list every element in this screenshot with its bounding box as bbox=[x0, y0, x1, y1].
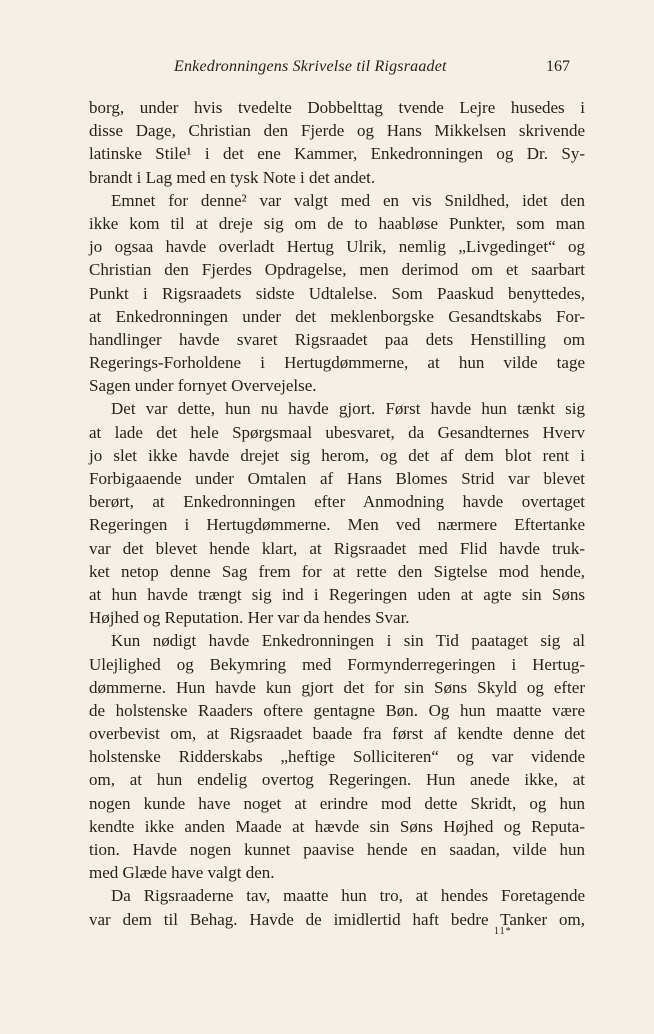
page-number: 167 bbox=[546, 58, 570, 75]
text-line: disse Dage, Christian den Fjerde og Hans Mikkelsen skrivende bbox=[89, 121, 585, 141]
text-line: latinske Stile¹ i det ene Kammer, Enkedronningen og Dr. Sy- bbox=[89, 144, 585, 164]
text-line: brandt i Lag med en tysk Note i det andet. bbox=[89, 167, 376, 187]
text-line: Punkt i Rigsraadets sidste Udtalelse. Som Paaskud benyttedes, bbox=[89, 283, 585, 303]
text-line: om, at hun endelig overtog Regeringen. Hun anede ikke, at bbox=[89, 770, 585, 790]
text-line: jo ogsaa havde overladt Hertug Ulrik, nemlig „Livgedinget“ og bbox=[89, 237, 585, 257]
text-line: at hun havde trængt sig ind i Regeringen uden at agte sin Søns bbox=[89, 584, 585, 604]
body-text bbox=[89, 96, 585, 931]
text-line: Regerings-Forholdene i Hertugdømmerne, at hun vilde tage bbox=[89, 353, 585, 373]
running-title: Enkedronningens Skrivelse til Rigsraadet bbox=[174, 58, 447, 75]
text-line: Christian den Fjerdes Opdragelse, men derimod om et saarbart bbox=[89, 260, 585, 280]
text-line: Højhed og Reputation. Her var da hendes Svar. bbox=[89, 608, 410, 628]
text-line: overbevist om, at Rigsraadet baade fra først af kendte denne det bbox=[89, 724, 585, 744]
text-line: tion. Havde nogen kunnet paavise hende en saadan, vilde hun bbox=[89, 840, 585, 859]
text-line: borg, under hvis tvedelte Dobbelttag tvende Lejre husedes i bbox=[89, 98, 585, 117]
text-line: Kun nødigt havde Enkedronningen i sin Tid paataget sig al bbox=[111, 631, 585, 651]
signature-mark: 11* bbox=[494, 926, 512, 937]
text-line: jo slet ikke havde drejet sig herom, og det af dem blot rent i bbox=[89, 445, 585, 465]
text-line: Da Rigsraaderne tav, maatte hun tro, at hendes Foretagende bbox=[111, 886, 585, 906]
text-line: var dem til Behag. Havde de imidlertid haft bedre Tanker om, bbox=[89, 909, 585, 929]
text-line: ket netop denne Sag frem for at rette den Sigtelse mod hende, bbox=[89, 561, 585, 581]
text-line: handlinger havde svaret Rigsraadet paa dets Henstilling om bbox=[89, 329, 585, 349]
text-line: Regeringen i Hertugdømmerne. Men ved nærmere Eftertanke bbox=[89, 515, 585, 535]
text-line: berørt, at Enkedronningen efter Anmodning havde overtaget bbox=[89, 492, 585, 512]
text-line: Emnet for denne² var valgt med en vis Snildhed, idet den bbox=[111, 190, 585, 210]
text-line: ikke kom til at dreje sig om de to haabløse Punkter, som man bbox=[89, 213, 585, 233]
text-line: nogen kunde have noget at erindre mod dette Skridt, og hun bbox=[89, 793, 585, 813]
running-head bbox=[88, 58, 572, 82]
text-line: var det blevet hende klart, at Rigsraadet med Flid havde truk- bbox=[89, 538, 585, 558]
text-line: Ulejlighed og Bekymring med Formynderregeringen i Hertug- bbox=[89, 654, 585, 674]
text-line: de holstenske Raaders oftere gentagne Bøn. Og hun maatte være bbox=[89, 700, 585, 720]
text-line: med Glæde have valgt den. bbox=[89, 863, 275, 883]
text-line: dømmerne. Hun havde kun gjort det for sin Søns Skyld og efter bbox=[89, 677, 585, 697]
text-line: at lade det hele Spørgsmaal ubesvaret, da Gesandternes Hverv bbox=[89, 422, 585, 442]
text-line: at Enkedronningen under det meklenborgske Gesandtskabs For- bbox=[89, 306, 585, 326]
text-line: Det var dette, hun nu havde gjort. Først havde hun tænkt sig bbox=[111, 399, 585, 419]
text-line: kendte ikke anden Maade at hævde sin Søns Højhed og Reputa- bbox=[89, 816, 585, 836]
text-line: holstenske Ridderskabs „heftige Solliciteren“ og var vidende bbox=[89, 747, 585, 767]
text-line: Forbigaaende under Omtalen af Hans Blomes Strid var blevet bbox=[89, 469, 585, 488]
text-line: Sagen under fornyet Overvejelse. bbox=[89, 376, 317, 396]
